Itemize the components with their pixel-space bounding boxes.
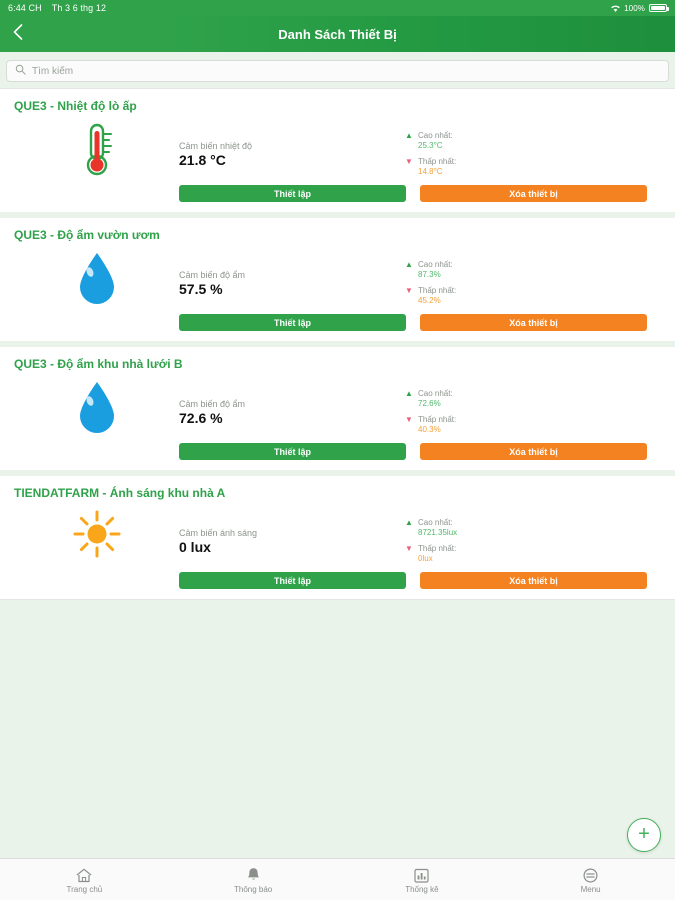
tab-home[interactable] (0, 859, 169, 900)
stat-low (404, 544, 661, 564)
low-value: 45.2% (418, 296, 441, 305)
arrow-down-icon: ▼ (405, 415, 413, 424)
high-value: 8721.35lux (418, 528, 458, 537)
arrow-up-icon: ▲ (405, 518, 413, 527)
device-list (0, 88, 675, 600)
device-icon-cell (14, 375, 179, 437)
sensor-label: Cảm biến độ ẩm (179, 399, 246, 409)
nav-bar (0, 16, 675, 52)
device-card[interactable] (0, 218, 675, 347)
chart-icon (414, 865, 429, 883)
battery-percent: 100% (624, 3, 645, 13)
tab-statistics-label: Thống kê (405, 885, 439, 894)
wifi-icon (610, 4, 620, 12)
search-input[interactable] (32, 66, 660, 77)
sensor-value: 21.8 °C (179, 152, 226, 168)
device-stats (404, 117, 661, 183)
delete-device-button[interactable]: Xóa thiết bị (420, 443, 647, 460)
battery-icon (649, 4, 667, 12)
sensor-label: Cảm biến độ ẩm (179, 270, 246, 280)
device-title: TIENDATFARM - Ánh sáng khu nhà A (14, 486, 226, 500)
device-icon-cell (14, 117, 179, 177)
stat-low (404, 286, 661, 306)
low-label: Thấp nhất: (418, 157, 457, 166)
device-reading (179, 375, 404, 426)
sensor-value: 72.6 % (179, 410, 223, 426)
device-title: QUE3 - Nhiệt độ lò ấp (14, 99, 137, 113)
high-label: Cao nhất: (418, 260, 453, 269)
status-bar (0, 0, 675, 16)
high-value: 25.3°C (418, 141, 443, 150)
tab-notifications-label: Thông báo (233, 885, 273, 894)
device-card[interactable] (0, 476, 675, 599)
stat-high (404, 131, 661, 151)
high-label: Cao nhất: (418, 389, 453, 398)
setup-button[interactable]: Thiết lập (179, 185, 406, 202)
sun-icon (71, 508, 123, 560)
status-bar-right (610, 4, 667, 13)
high-value: 87.3% (418, 270, 441, 279)
stat-high (404, 260, 661, 280)
home-icon (76, 865, 92, 883)
device-reading (179, 504, 404, 555)
page-title: Danh Sách Thiết Bị (278, 26, 397, 42)
device-stats (404, 246, 661, 312)
tab-home-label: Trang chủ (66, 885, 103, 894)
search-box[interactable] (6, 60, 669, 82)
tab-bar (0, 858, 675, 900)
arrow-down-icon: ▼ (405, 157, 413, 166)
status-time: 6:44 CH (8, 3, 42, 13)
search-section (0, 52, 675, 88)
status-bar-left (8, 3, 106, 13)
device-title: QUE3 - Độ ẩm vườn ươm (14, 228, 160, 242)
water-drop-icon (73, 379, 121, 437)
high-label: Cao nhất: (418, 131, 453, 140)
sensor-label: Cảm biến nhiệt độ (179, 141, 253, 151)
device-reading (179, 246, 404, 297)
tab-menu-label: Menu (580, 885, 601, 894)
stat-low (404, 415, 661, 435)
arrow-up-icon: ▲ (405, 389, 413, 398)
sensor-label: Cảm biến ánh sáng (179, 528, 258, 538)
delete-device-button[interactable]: Xóa thiết bị (420, 185, 647, 202)
device-icon-cell (14, 246, 179, 308)
add-device-button[interactable] (627, 818, 661, 852)
arrow-up-icon: ▲ (405, 131, 413, 140)
low-value: 14.8°C (418, 167, 443, 176)
high-value: 72.6% (418, 399, 441, 408)
stat-high (404, 389, 661, 409)
device-stats (404, 504, 661, 570)
arrow-down-icon: ▼ (405, 286, 413, 295)
low-label: Thấp nhất: (418, 286, 457, 295)
tab-statistics[interactable] (338, 859, 507, 900)
sensor-value: 57.5 % (179, 281, 223, 297)
tab-menu[interactable] (506, 859, 675, 900)
setup-button[interactable]: Thiết lập (179, 572, 406, 589)
setup-button[interactable]: Thiết lập (179, 314, 406, 331)
search-icon (15, 62, 26, 80)
arrow-down-icon: ▼ (405, 544, 413, 553)
chevron-left-icon (13, 24, 23, 45)
device-card[interactable] (0, 89, 675, 218)
device-icon-cell (14, 504, 179, 560)
device-stats (404, 375, 661, 441)
device-title: QUE3 - Độ ẩm khu nhà lưới B (14, 357, 183, 371)
setup-button[interactable]: Thiết lập (179, 443, 406, 460)
low-label: Thấp nhất: (418, 415, 457, 424)
plus-icon: + (638, 823, 650, 845)
stat-high (404, 518, 661, 538)
tab-notifications[interactable] (169, 859, 338, 900)
device-reading (179, 117, 404, 168)
status-date: Th 3 6 thg 12 (51, 3, 107, 13)
menu-icon (583, 865, 598, 883)
device-card[interactable] (0, 347, 675, 476)
arrow-up-icon: ▲ (405, 260, 413, 269)
low-value: 0lux (418, 554, 433, 563)
thermometer-icon (73, 121, 121, 177)
stat-low (404, 157, 661, 177)
bell-icon (246, 865, 261, 883)
low-label: Thấp nhất: (418, 544, 457, 553)
water-drop-icon (73, 250, 121, 308)
sensor-value: 0 lux (179, 539, 211, 555)
back-button[interactable] (0, 16, 36, 52)
delete-device-button[interactable]: Xóa thiết bị (420, 314, 647, 331)
high-label: Cao nhất: (418, 518, 453, 527)
low-value: 40.3% (418, 425, 441, 434)
delete-device-button[interactable]: Xóa thiết bị (420, 572, 647, 589)
